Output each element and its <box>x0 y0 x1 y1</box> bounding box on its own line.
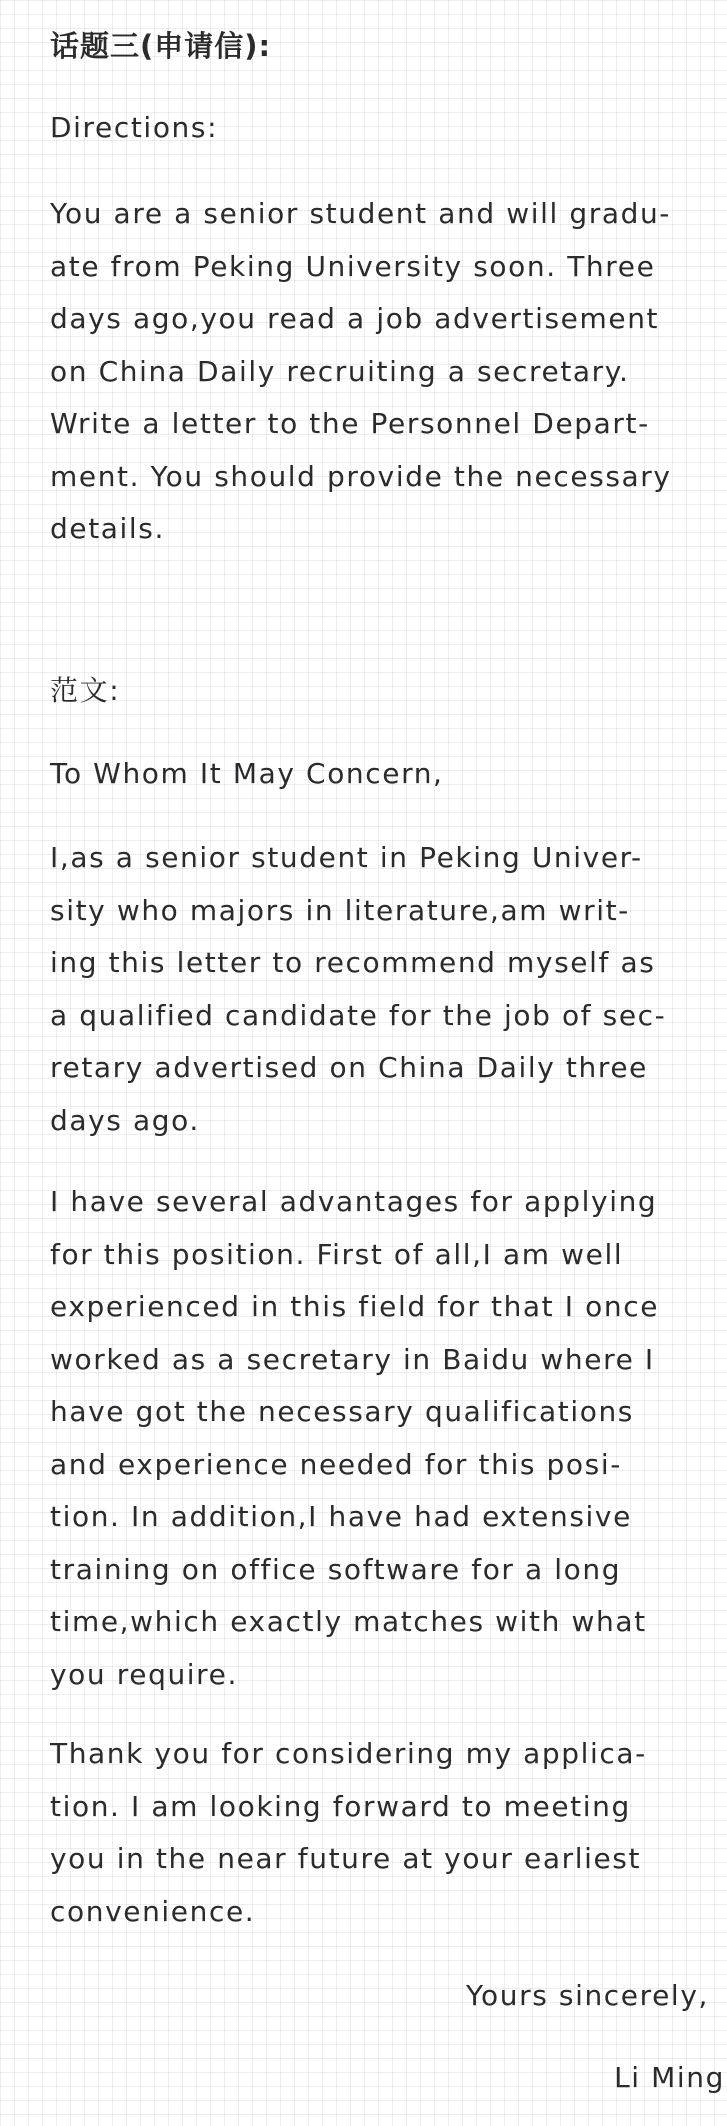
text-line: you in the near future at your earliest <box>50 1842 642 1875</box>
text-line: experienced in this field for that I once <box>50 1290 660 1323</box>
topic-title: 话题三(申请信): <box>50 29 272 63</box>
text-line: ate from Peking University soon. Three <box>50 249 656 283</box>
letter-salutation: To Whom It May Concern, <box>50 757 444 790</box>
letter-paragraph-1 <box>50 832 722 1147</box>
text-line: Thank you for considering my applica- <box>50 1737 647 1770</box>
text-line: training on office software for a long <box>50 1552 622 1586</box>
letter-closing: Yours sincerely, <box>466 1979 709 2012</box>
text-line: you require. <box>50 1657 238 1691</box>
text-line: details. <box>50 512 165 545</box>
text-line: sity who majors in literature,am writ- <box>50 893 630 927</box>
directions-text <box>50 188 722 556</box>
text-line: You are a senior student and will gradu- <box>50 197 672 230</box>
text-line: days ago,you read a job advertisement <box>50 302 660 335</box>
letter-paragraph-3 <box>50 1728 722 1938</box>
text-line: time,which exactly matches with what <box>50 1605 647 1638</box>
text-line: ing this letter to recommend myself as <box>50 946 656 979</box>
text-line: and experience needed for this posi- <box>50 1447 622 1481</box>
text-line: worked as a secretary in Baidu where I <box>50 1342 655 1376</box>
directions-label: Directions: <box>50 111 219 144</box>
text-line: retary advertised on China Daily three <box>50 1051 649 1084</box>
text-line: tion. In addition,I have had extensive <box>50 1500 632 1533</box>
text-line: Write a letter to the Personnel Depart- <box>50 407 650 440</box>
text-line: days ago. <box>50 1103 200 1137</box>
text-line: I have several advantages for applying <box>50 1185 658 1218</box>
text-line: a qualified candidate for the job of sec- <box>50 998 667 1032</box>
text-line: tion. I am looking forward to meeting <box>50 1789 631 1823</box>
letter-paragraph-2 <box>50 1176 722 1701</box>
text-line: for this position. First of all,I am well <box>50 1237 624 1271</box>
text-line: convenience. <box>50 1894 256 1928</box>
text-line: I,as a senior student in Peking Univer- <box>50 841 643 874</box>
text-line: have got the necessary qualifications <box>50 1395 634 1428</box>
text-line: on China Daily recruiting a secretary. <box>50 354 630 388</box>
text-line: ment. You should provide the necessary <box>50 459 672 493</box>
sample-essay-label: 范文: <box>50 674 121 707</box>
letter-signature: Li Ming <box>614 2061 725 2094</box>
